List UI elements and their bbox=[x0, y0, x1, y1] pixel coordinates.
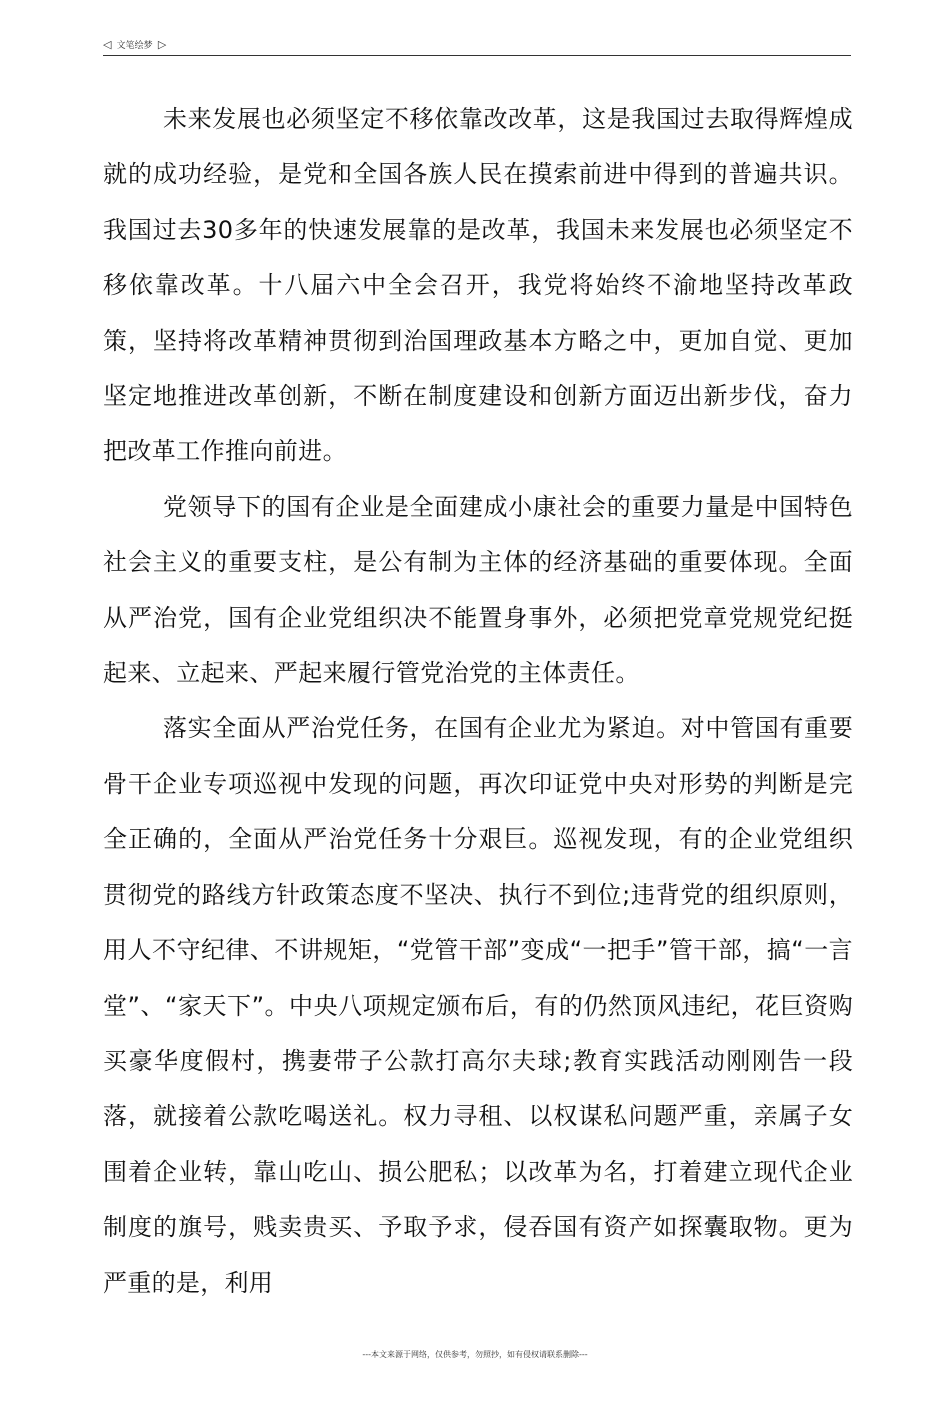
page-footer: ---本文来源于网络，仅供参考，勿照抄，如有侵权请联系删除--- bbox=[362, 1350, 588, 1359]
right-triangle-icon: ▷ bbox=[157, 38, 167, 51]
header-label: 文笔绘梦 bbox=[116, 41, 153, 51]
header-logo bbox=[103, 39, 166, 52]
paragraph-1: 未来发展也必须坚定不移依靠改改革，这是我国过去取得辉煌成就的成功经验，是党和全国各族人民在摸索前进中得到的普遍共识。我国过去30多年的快速发展靠的是改革，我国未来发展也必须坚定不移依靠改革。十八届六中全会召开，我党将始终不渝地坚持改革政策，坚持将改革精神贯彻到治国理政基本方略之中，更加自觉、更加坚定地推进改革创新，不断在制度建设和创新方面迈出新步伐，奋力把改革工作推向前进。 bbox=[103, 105, 853, 466]
paragraph-2: 党领导下的国有企业是全面建成小康社会的重要力量是中国特色社会主义的重要支柱，是公有制为主体的经济基础的重要体现。全面从严治党，国有企业党组织决不能置身事外，必须把党章党规党纪挺起来、立起来、严起来履行管党治党的主体责任。 bbox=[103, 492, 853, 688]
left-triangle-icon: ◁ bbox=[103, 38, 112, 51]
document-body bbox=[103, 92, 853, 1311]
paragraph-3: 落实全面从严治党任务，在国有企业尤为紧迫。对中管国有重要骨干企业专项巡视中发现的问题，再次印证党中央对形势的判断是完全正确的，全面从严治党任务十分艰巨。巡视发现，有的企业党组织贯彻党的路线方针政策态度不坚决、执行不到位;违背党的组织原则，用人不守纪律、不讲规矩，“党管干部”变成“一把手”管干部，搞“一言堂”、“家天下”。中央八项规定颁布后，有的仍然顶风违纪，花巨资购买豪华度假村，携妻带子公款打高尔夫球;教育实践活动刚刚告一段落，就接着公款吃喝送礼。权力寻租、以权谋私问题严重，亲属子女围着企业转，靠山吃山、损公肥私；以改革为名，打着建立现代企业制度的旗号，贱卖贵买、予取予求，侵吞国有资产如探囊取物。更为严重的是，利用 bbox=[103, 714, 853, 1297]
page-header bbox=[103, 38, 851, 56]
